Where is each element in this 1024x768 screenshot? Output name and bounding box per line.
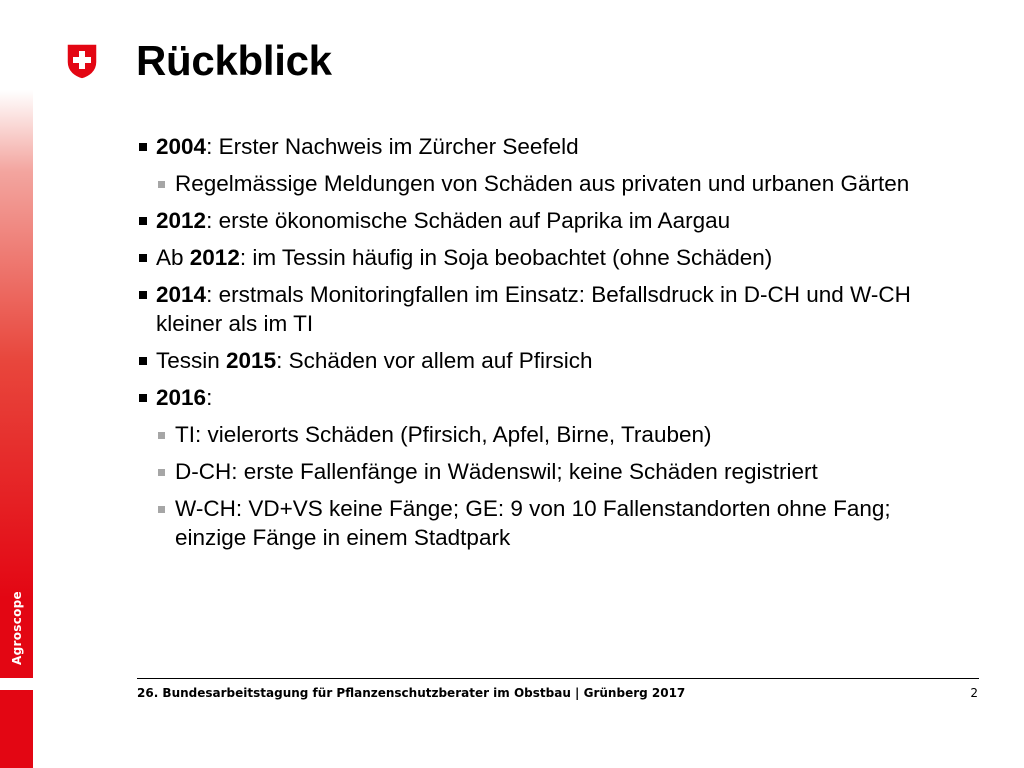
square-bullet-icon bbox=[139, 143, 147, 151]
square-bullet-icon bbox=[158, 432, 165, 439]
sub-bullet-item bbox=[137, 169, 957, 198]
item-year: 2012 bbox=[156, 208, 207, 233]
sub-bullet-item bbox=[137, 457, 957, 486]
square-bullet-icon bbox=[139, 254, 147, 262]
footer-divider bbox=[137, 678, 979, 679]
square-bullet-icon bbox=[139, 357, 147, 365]
item-text: Regelmässige Meldungen von Schäden aus privaten und urbanen Gärten bbox=[175, 171, 910, 196]
item-text: : Erster Nachweis im Zürcher Seefeld bbox=[206, 134, 579, 159]
item-text: : bbox=[206, 385, 213, 410]
slide-title: Rückblick bbox=[136, 37, 332, 84]
square-bullet-icon bbox=[139, 291, 147, 299]
item-prefix: Ab bbox=[156, 245, 190, 270]
item-text: W-CH: VD+VS keine Fänge; GE: 9 von 10 Fallenstandorten ohne Fang; einzige Fänge in einem Stadtpark bbox=[175, 496, 891, 550]
item-prefix: Tessin bbox=[156, 348, 227, 373]
square-bullet-icon bbox=[139, 217, 147, 225]
bullet-item bbox=[137, 243, 957, 272]
footer-text: 26. Bundesarbeitstagung für Pflanzenschutzberater im Obstbau | Grünberg 2017 bbox=[137, 686, 686, 700]
item-year: 2015 bbox=[226, 348, 277, 373]
bullet-item bbox=[137, 383, 957, 412]
swiss-cross-shield-icon bbox=[65, 42, 99, 80]
bullet-list bbox=[137, 132, 957, 560]
item-text: : im Tessin häufig in Soja beobachtet (ohne Schäden) bbox=[239, 245, 773, 270]
item-year: 2004 bbox=[156, 134, 207, 159]
page-number: 2 bbox=[970, 686, 978, 700]
sub-bullet-item bbox=[137, 420, 957, 449]
square-bullet-icon bbox=[158, 181, 165, 188]
bullet-item bbox=[137, 346, 957, 375]
item-year: 2014 bbox=[156, 282, 207, 307]
bullet-item bbox=[137, 280, 957, 338]
item-text: : erste ökonomische Schäden auf Paprika im Aargau bbox=[206, 208, 731, 233]
item-text: TI: vielerorts Schäden (Pfirsich, Apfel, Birne, Trauben) bbox=[175, 422, 712, 447]
item-year: 2016 bbox=[156, 385, 207, 410]
square-bullet-icon bbox=[139, 394, 147, 402]
item-year: 2012 bbox=[189, 245, 240, 270]
item-text: : erstmals Monitoringfallen im Einsatz: Befallsdruck in D-CH und W-CH kleiner als im TI bbox=[156, 282, 911, 336]
square-bullet-icon bbox=[158, 469, 165, 476]
side-brand-label bbox=[0, 580, 33, 676]
side-band-gap bbox=[0, 678, 33, 690]
side-brand-text: Agroscope bbox=[9, 591, 24, 665]
sub-bullet-item bbox=[137, 494, 957, 552]
bullet-item bbox=[137, 206, 957, 235]
item-text: : Schäden vor allem auf Pfirsich bbox=[276, 348, 593, 373]
item-text: D-CH: erste Fallenfänge in Wädenswil; keine Schäden registriert bbox=[175, 459, 818, 484]
bullet-item bbox=[137, 132, 957, 161]
square-bullet-icon bbox=[158, 506, 165, 513]
